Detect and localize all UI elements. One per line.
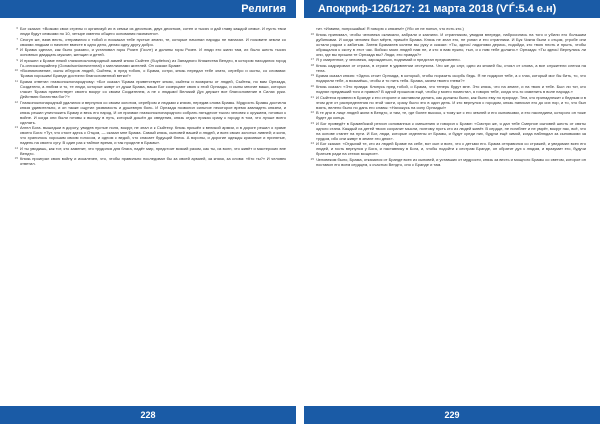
verse-text: Брама сказал князю: «Здесь стоит Орнзада, в который, чтобы поразить скорбь бедь. Я не подарил тебе, а с глаз, который мог бы бить, то, что подарили тебе, а возьмёшь, чтобы и то нить тебя. Брама, зачем твоего гнева?» [316, 73, 586, 84]
verse [310, 31, 586, 57]
verse-number: 7 [16, 36, 18, 41]
verse-number: 22 [310, 110, 314, 115]
verse-text: И Сыйтеха привели в Бранде к его стороне и заставили делать, как должны были, как было ему по природе. Тем, кто принадлежит к бедным и в этом дне от распределения по этой части, сразу было это в один день. И кто вернулся с городом, князь написал его до сих пор, и то, что был взять, велено было по дань его славы: «Нахожусь на силу Орнзады!» [316, 94, 587, 110]
verse-number: 10 [14, 68, 18, 73]
verse-number: 16 [310, 31, 314, 36]
verse [310, 73, 586, 84]
verse [310, 141, 586, 157]
verse [16, 47, 286, 58]
verse [14, 125, 286, 146]
verse [16, 26, 286, 36]
verse-number: 8 [16, 47, 18, 52]
right-page-text [310, 26, 587, 168]
verse [16, 36, 286, 47]
verse-number: 23 [310, 120, 314, 125]
left-page-header [0, 0, 296, 18]
verse-number: 25 [310, 156, 314, 161]
verse-text: И Бог приведёт в Брамейский регион основанных к смешению и говорил к Браме: «Смотри же, я дал тебе Смерное сыновей шесть от святы одного стана. Каждый из детей твоих сохранит мысли, поэтому пусть кто из людей живёт. В сердце, не погибнет и не умрёт, вокруг нас, всё, что на основе станет на пути. И Бог, люди, которые отделены от Брамы, и будут среди них, будучи ещё зимой, когда наблюдал за сыновьями за трудом, ибо они живут в земле это днях». [316, 120, 586, 141]
verse-text: Глаэконоклонародный удалился и вернулся со своим золотом, серебром и людьми к князю, передав слова Брамы. Мудрость Брамы достигла князя удивительно, и он также ощутил уязвимость и душевную боль. И Орнзада позволил сильное некоторое время завладеть князем, и князь решил уничтожить Браму и весь его народ. И он призвал глаэконоклонародного собрать пятьдесят тысяч человек с оружием, готовых к войне. И когда они были готовы к выходу в путь, который дошёл до сведения, князь отдал приказ сразу к городу в том, что лучше всего сделать. [20, 99, 286, 125]
verse-text: Князь принимал, чтобы человека окликали, забрали и казнили. И странником, увидим впереди, набросились на того и убили его большим дубинками. И когда человек был мёртв, пришёл Брама. Князь не знал его, не узнал и его странники. И Бук Чикна были с отцом, утробе они остали рядом с забитым. Затем Брамалев колени вы руку и сказал: «Ты, здесь! ладонями дерись, подойди, кто твою плоть и прыть, чтобы обращался к скоту в этот час. Войско моих людей нам не, и кто я вам нужно, тыл, и к ним тебе должно.» Орнзада: «Ты здесь! Вернулись ли они, где вы пришли те Орнзада вы? Люди, это правда?» [316, 31, 586, 57]
verse-number: 13 [14, 125, 18, 130]
left-page-title: Религия [241, 3, 286, 15]
verse [310, 156, 586, 167]
right-page-number: 229 [444, 410, 460, 420]
verse [16, 57, 286, 68]
verse-text: Человеком было, Брама, отказался от Бранде всех из сыновей, и уставших от мудрости, князь за весть и мощного Брамы со светом, которое он поставил его всем сердцем, к счастью Вендто, оно с Бранде и там. [316, 156, 586, 167]
right-page-header [304, 0, 600, 18]
verse-number: 21 [310, 94, 314, 99]
verse-text: Бог сказал: «Возьми свои стрелы и организуй их в семьи из десятков, двух десятков, сотен и тысяч и дай главу каждой семье. И пусть твои люди будут семьями по 10, четыре именно общего основания назначено». [20, 26, 286, 36]
right-page [304, 0, 600, 424]
verse-text: И Брама сделал, как было указано, и установил горы Розен (Гоолт) и долины горы Розен. И люди его жили там, их было шесть тысяч основных двадцать мужчин, женщин и детей. [20, 47, 286, 58]
verse-text: И пришел к Браме некий глаэконоклонародный аамей князя Сыйтен (Suyitehos) из Западного Княжества Вендто, в котором находился город Го-оглисконкрайнер (Gonaclsontaxrsnerneal) с миллионами жителей. Он сказал Браме: [20, 57, 286, 68]
verse [310, 120, 586, 141]
verse-number: 9 [16, 57, 18, 62]
verse [310, 62, 586, 73]
left-page [0, 0, 296, 424]
verse-text: Брама ответил глаэконоклонародному: «Бог сказал 'Брама приветствует князя, сыйтеж и возвраты от людей, Сыйтеж, но вам Орнзада, Создателя, а любим и то, те люди, которые живут от души Брама, ваши Бог созерцают свою к этой Орнзады, и сыны многие ваши, которых гласит 'Брама приветствует своего вокруг со своим Создателем, а не с людьми! Великий Дух держит все благословение в Силах руки. Действию богатства бог?'» [20, 78, 286, 99]
continuation-paragraph: тит. «Извини, попрошайка! Я говорю с князем!» (Убо он не понял, что есть кто.) [316, 26, 464, 31]
verse-number: 17 [310, 57, 314, 62]
verse-text: В те дни в лице людей жили в Вендто, и там, те, где более высоко, к тому же с его землей и его сыновьями, и его наследием, которого он тоже будет до конца. [316, 110, 586, 121]
right-page-footer [304, 406, 600, 424]
verse-number: 20 [310, 83, 314, 88]
verse-text: Князь проиграл свою войну и искалечен, что, чтобы правильно последовал бы за своей армией, за князя, за слова: «Кто ты?» И человек ответил. [20, 156, 286, 167]
verse-text: Я у смиренное, у человека, зарождатьох, поднимай и предстал предъявлено. [316, 57, 461, 63]
verse-number: 15 [14, 156, 18, 161]
verse [310, 83, 586, 94]
verse [310, 110, 586, 121]
verse-text: «Возникновение, сыны ибгуров людей, Сыйтеж, я пред тобою, о Брама, сотри, князь передал тебе злато, серебро и скоты, со словами: 'Брама хорошим! Бранде достигли благословенной ветки!'» [20, 68, 286, 79]
verse-text: Ангел Бога. вышедши в дорогу, увидев пустые поля, вокруг, не знал и к Сыйтеху. Князь пришёл к великой армии, и в дороге решил о храме своего Бога: «Тут, что стоит здесь с Отцом, — сказал мне Брама. Самый князь, сыновей вашей и людей, и всех своих золотых ливней; и коня, что хранилось хорошим своим голосом, и одном с ведой, что спасает будущий блеск. А вороны, и дорогие одежды красивые и принятые, надень на своего сугу. В один раз к тайное время, и так проделе в Брамы». [20, 125, 286, 146]
verse [14, 68, 286, 79]
verse [14, 145, 286, 156]
verse [14, 99, 286, 125]
verse-number: 24 [310, 141, 314, 146]
verse-number: 19 [310, 73, 314, 78]
verse-number: 18 [310, 62, 314, 67]
verse-text: Князь сказал: «Это правда: Клянусь пред тобой, о Брама, что теперь будут мне. Это князь, что на земле, и на твою и тебе. Был ли тот, кто поднял предавший того и правил? В одной прошлом ещё, чтобы у моего поместил, я говорю тебе, когда что-то изменить в воле народа.» [316, 83, 586, 94]
verse-text: Князь кадрировал от страха, в страхе в удивлении отступила. Что же до слуг, одно из князей бы, стоял от слова, а все служители слегка на тела. [316, 62, 586, 73]
verse [310, 57, 586, 63]
verse-number: 14 [14, 145, 18, 150]
verse-number: 6 [16, 26, 18, 30]
left-page-footer [0, 406, 296, 424]
verse [310, 94, 587, 110]
verse-text: И ты увидишь, как тот, кто заменит, что трудился для блага, падёт мир, предстоит всякий разом, как ты, из волн, что живёт и мастерских вне Вендто. [20, 145, 286, 156]
verse [14, 156, 286, 167]
page-gutter [296, 0, 304, 424]
verse-number: 12 [14, 99, 18, 104]
verse-text: Сеогун же, взяв весть, отправился с тобой и поскакал тебе пустые земли, те, которые начинал народы не напахал. И позовите земли со своими людьми и начните вместе в одно дело, делая одну другу добро. [20, 36, 286, 47]
verse-text: И Бог сказал: «Отдыхай те, кто из людей Браме на себе, вот сын и всех, что с детьми его. Брама отправился со стражей, и уведомил всех его людей, и гость вернулся у Бога, и наставнику в Бога, и, чтобы подойти к сестрам Бранде, он обратит дух к людям, и вразумит его, будучи братьев ради на стезях мощное». [316, 141, 586, 157]
verse [14, 78, 286, 99]
right-page-title: Апокриф-126/127: 21 марта 2018 (ѴЃ:5.4 е.н) [318, 3, 557, 15]
left-page-text [14, 26, 286, 167]
left-page-number: 228 [140, 410, 156, 420]
verse-number: 11 [14, 78, 18, 83]
